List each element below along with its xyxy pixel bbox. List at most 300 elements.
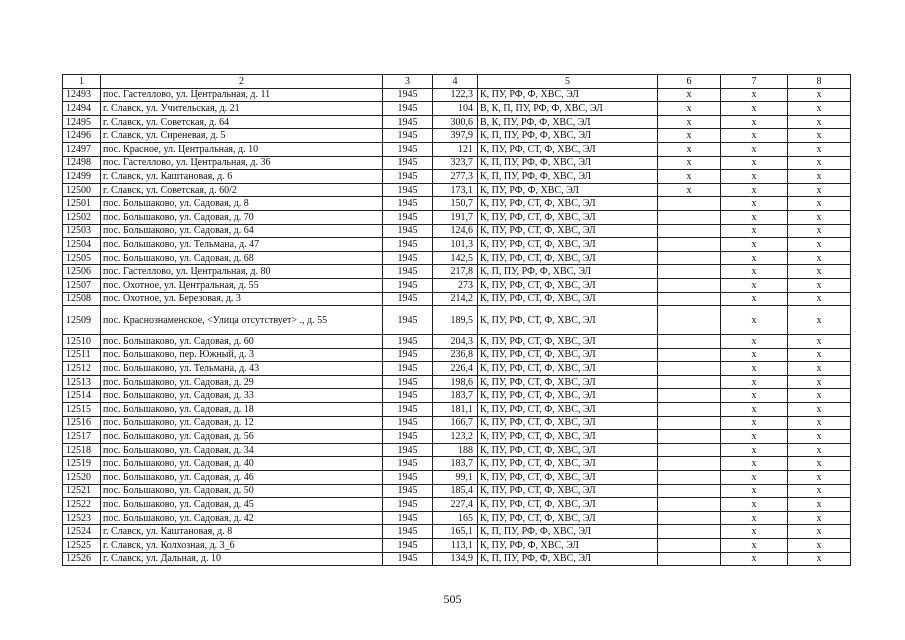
- area-cell: 188: [433, 443, 478, 457]
- row-number-cell: 12503: [63, 224, 101, 238]
- table-body: [63, 88, 851, 566]
- year-cell: 1945: [383, 403, 433, 417]
- table-row: [63, 498, 851, 512]
- address-cell: пос. Большаково, ул. Садовая, д. 50: [101, 484, 383, 498]
- col7-cell: х: [721, 403, 788, 417]
- col8-cell: х: [788, 210, 851, 224]
- col8-cell: х: [788, 416, 851, 430]
- year-cell: 1945: [383, 552, 433, 566]
- row-number-cell: 12517: [63, 430, 101, 444]
- amenities-cell: К, ПУ, РФ, СТ, Ф, ХВС, ЭЛ: [478, 484, 658, 498]
- col6-cell: [658, 484, 721, 498]
- area-cell: 123,2: [433, 430, 478, 444]
- row-number-cell: 12512: [63, 362, 101, 376]
- address-cell: г. Славск, ул. Советская, д. 60/2: [101, 183, 383, 197]
- amenities-cell: К, ПУ, РФ, СТ, Ф, ХВС, ЭЛ: [478, 251, 658, 265]
- table-row: [63, 471, 851, 485]
- area-cell: 323,7: [433, 156, 478, 170]
- col8-cell: х: [788, 170, 851, 184]
- table-row: [63, 511, 851, 525]
- col6-cell: [658, 539, 721, 553]
- col6-cell: [658, 278, 721, 292]
- col6-cell: х: [658, 115, 721, 129]
- amenities-cell: К, ПУ, РФ, СТ, Ф, ХВС, ЭЛ: [478, 335, 658, 349]
- year-cell: 1945: [383, 265, 433, 279]
- row-number-cell: 12513: [63, 375, 101, 389]
- area-cell: 214,2: [433, 292, 478, 306]
- year-cell: 1945: [383, 224, 433, 238]
- table-row: [63, 278, 851, 292]
- year-cell: 1945: [383, 292, 433, 306]
- col7-cell: х: [721, 471, 788, 485]
- row-number-cell: 12519: [63, 457, 101, 471]
- area-cell: 121: [433, 142, 478, 156]
- year-cell: 1945: [383, 278, 433, 292]
- table-row: [63, 552, 851, 566]
- row-number-cell: 12495: [63, 115, 101, 129]
- col7-cell: х: [721, 511, 788, 525]
- year-cell: 1945: [383, 457, 433, 471]
- year-cell: 1945: [383, 170, 433, 184]
- year-cell: 1945: [383, 539, 433, 553]
- amenities-cell: К, П, ПУ, РФ, Ф, ХВС, ЭЛ: [478, 156, 658, 170]
- col6-cell: [658, 238, 721, 252]
- year-cell: 1945: [383, 430, 433, 444]
- col7-cell: х: [721, 210, 788, 224]
- col7-cell: х: [721, 416, 788, 430]
- year-cell: 1945: [383, 348, 433, 362]
- col8-cell: х: [788, 102, 851, 116]
- year-cell: 1945: [383, 416, 433, 430]
- col6-cell: [658, 362, 721, 376]
- col8-cell: х: [788, 197, 851, 211]
- col7-cell: х: [721, 142, 788, 156]
- row-number-cell: 12524: [63, 525, 101, 539]
- col7-cell: х: [721, 224, 788, 238]
- year-cell: 1945: [383, 389, 433, 403]
- year-cell: 1945: [383, 197, 433, 211]
- col7-cell: х: [721, 348, 788, 362]
- row-number-cell: 12518: [63, 443, 101, 457]
- col8-cell: х: [788, 306, 851, 335]
- page-number: 505: [443, 592, 462, 606]
- col8-cell: х: [788, 156, 851, 170]
- area-cell: 134,9: [433, 552, 478, 566]
- row-number-cell: 12516: [63, 416, 101, 430]
- col8-cell: х: [788, 115, 851, 129]
- year-cell: 1945: [383, 238, 433, 252]
- amenities-cell: К, ПУ, РФ, СТ, Ф, ХВС, ЭЛ: [478, 416, 658, 430]
- table-row: [63, 224, 851, 238]
- col7-cell: х: [721, 457, 788, 471]
- year-cell: 1945: [383, 525, 433, 539]
- row-number-cell: 12526: [63, 552, 101, 566]
- table-row: [63, 251, 851, 265]
- row-number-cell: 12523: [63, 511, 101, 525]
- address-cell: пос. Гастеллово, ул. Центральная, д. 11: [101, 88, 383, 102]
- table-row: [63, 525, 851, 539]
- col7-cell: х: [721, 88, 788, 102]
- col6-cell: [658, 210, 721, 224]
- year-cell: 1945: [383, 102, 433, 116]
- address-cell: г. Славск, ул. Учительская, д. 21: [101, 102, 383, 116]
- col6-cell: [658, 197, 721, 211]
- col6-cell: [658, 511, 721, 525]
- area-cell: 101,3: [433, 238, 478, 252]
- row-number-cell: 12497: [63, 142, 101, 156]
- amenities-cell: К, ПУ, РФ, СТ, Ф, ХВС, ЭЛ: [478, 142, 658, 156]
- table-row: [63, 335, 851, 349]
- amenities-cell: К, ПУ, РФ, СТ, Ф, ХВС, ЭЛ: [478, 430, 658, 444]
- col8-cell: х: [788, 362, 851, 376]
- col8-cell: х: [788, 224, 851, 238]
- col7-cell: х: [721, 251, 788, 265]
- address-cell: пос. Большаково, ул. Садовая, д. 64: [101, 224, 383, 238]
- amenities-cell: К, ПУ, РФ, СТ, Ф, ХВС, ЭЛ: [478, 511, 658, 525]
- amenities-cell: К, ПУ, РФ, СТ, Ф, ХВС, ЭЛ: [478, 403, 658, 417]
- amenities-cell: К, П, ПУ, РФ, Ф, ХВС, ЭЛ: [478, 265, 658, 279]
- amenities-cell: К, П, ПУ, РФ, Ф, ХВС, ЭЛ: [478, 525, 658, 539]
- col8-cell: х: [788, 238, 851, 252]
- table-row: [63, 306, 851, 335]
- col8-cell: х: [788, 403, 851, 417]
- table-row: [63, 484, 851, 498]
- address-cell: г. Славск, ул. Колхозная, д. 3_6: [101, 539, 383, 553]
- header-cell-8: 8: [788, 75, 851, 89]
- row-number-cell: 12511: [63, 348, 101, 362]
- address-cell: пос. Большаково, ул. Садовая, д. 29: [101, 375, 383, 389]
- table-row: [63, 170, 851, 184]
- amenities-cell: К, ПУ, РФ, СТ, Ф, ХВС, ЭЛ: [478, 210, 658, 224]
- year-cell: 1945: [383, 156, 433, 170]
- col8-cell: х: [788, 292, 851, 306]
- amenities-cell: В, К, ПУ, РФ, Ф, ХВС, ЭЛ: [478, 115, 658, 129]
- col8-cell: х: [788, 129, 851, 143]
- area-cell: 181,1: [433, 403, 478, 417]
- year-cell: 1945: [383, 443, 433, 457]
- table-row: [63, 443, 851, 457]
- table-row: [63, 183, 851, 197]
- row-number-cell: 12522: [63, 498, 101, 512]
- col6-cell: [658, 430, 721, 444]
- amenities-cell: К, ПУ, РФ, СТ, Ф, ХВС, ЭЛ: [478, 348, 658, 362]
- table-row: [63, 362, 851, 376]
- col8-cell: х: [788, 484, 851, 498]
- area-cell: 204,3: [433, 335, 478, 349]
- row-number-cell: 12499: [63, 170, 101, 184]
- col6-cell: х: [658, 156, 721, 170]
- table-row: [63, 403, 851, 417]
- row-number-cell: 12520: [63, 471, 101, 485]
- col8-cell: х: [788, 457, 851, 471]
- col8-cell: х: [788, 539, 851, 553]
- year-cell: 1945: [383, 251, 433, 265]
- col8-cell: х: [788, 183, 851, 197]
- year-cell: 1945: [383, 210, 433, 224]
- col6-cell: [658, 251, 721, 265]
- table-row: [63, 292, 851, 306]
- col7-cell: х: [721, 183, 788, 197]
- table-row: [63, 197, 851, 211]
- col6-cell: [658, 416, 721, 430]
- area-cell: 198,6: [433, 375, 478, 389]
- year-cell: 1945: [383, 498, 433, 512]
- col8-cell: х: [788, 525, 851, 539]
- table-row: [63, 102, 851, 116]
- amenities-cell: К, ПУ, РФ, СТ, Ф, ХВС, ЭЛ: [478, 362, 658, 376]
- col6-cell: х: [658, 102, 721, 116]
- col8-cell: х: [788, 335, 851, 349]
- col8-cell: х: [788, 389, 851, 403]
- table-row: [63, 416, 851, 430]
- col8-cell: х: [788, 430, 851, 444]
- area-cell: 183,7: [433, 457, 478, 471]
- table-row: [63, 430, 851, 444]
- col7-cell: х: [721, 443, 788, 457]
- register-table-container: [62, 74, 850, 566]
- col6-cell: [658, 498, 721, 512]
- area-cell: 273: [433, 278, 478, 292]
- area-cell: 99,1: [433, 471, 478, 485]
- col7-cell: х: [721, 430, 788, 444]
- area-cell: 166,7: [433, 416, 478, 430]
- address-cell: пос. Гастеллово, ул. Центральная, д. 36: [101, 156, 383, 170]
- table-row: [63, 348, 851, 362]
- address-cell: пос. Большаково, ул. Садовая, д. 60: [101, 335, 383, 349]
- row-number-cell: 12494: [63, 102, 101, 116]
- area-cell: 183,7: [433, 389, 478, 403]
- table-row: [63, 389, 851, 403]
- amenities-cell: К, ПУ, РФ, Ф, ХВС, ЭЛ: [478, 183, 658, 197]
- address-cell: пос. Большаково, ул. Садовая, д. 40: [101, 457, 383, 471]
- area-cell: 236,8: [433, 348, 478, 362]
- year-cell: 1945: [383, 362, 433, 376]
- col7-cell: х: [721, 525, 788, 539]
- col7-cell: х: [721, 552, 788, 566]
- year-cell: 1945: [383, 375, 433, 389]
- row-number-cell: 12506: [63, 265, 101, 279]
- amenities-cell: К, ПУ, РФ, СТ, Ф, ХВС, ЭЛ: [478, 443, 658, 457]
- address-cell: пос. Большаково, ул. Садовая, д. 8: [101, 197, 383, 211]
- amenities-cell: К, ПУ, РФ, СТ, Ф, ХВС, ЭЛ: [478, 389, 658, 403]
- header-cell-2: 2: [101, 75, 383, 89]
- year-cell: 1945: [383, 142, 433, 156]
- col8-cell: х: [788, 251, 851, 265]
- row-number-cell: 12505: [63, 251, 101, 265]
- area-cell: 142,5: [433, 251, 478, 265]
- col7-cell: х: [721, 484, 788, 498]
- table-row: [63, 129, 851, 143]
- amenities-cell: К, ПУ, РФ, Ф, ХВС, ЭЛ: [478, 539, 658, 553]
- area-cell: 191,7: [433, 210, 478, 224]
- col7-cell: х: [721, 375, 788, 389]
- area-cell: 122,3: [433, 88, 478, 102]
- col6-cell: х: [658, 170, 721, 184]
- area-cell: 227,4: [433, 498, 478, 512]
- row-number-cell: 12510: [63, 335, 101, 349]
- table-row: [63, 375, 851, 389]
- year-cell: 1945: [383, 115, 433, 129]
- amenities-cell: К, ПУ, РФ, СТ, Ф, ХВС, ЭЛ: [478, 457, 658, 471]
- address-cell: пос. Большаково, ул. Садовая, д. 12: [101, 416, 383, 430]
- table-row: [63, 457, 851, 471]
- amenities-cell: К, ПУ, РФ, СТ, Ф, ХВС, ЭЛ: [478, 197, 658, 211]
- col6-cell: [658, 335, 721, 349]
- header-cell-6: 6: [658, 75, 721, 89]
- row-number-cell: 12504: [63, 238, 101, 252]
- header-cell-1: 1: [63, 75, 101, 89]
- amenities-cell: К, ПУ, РФ, СТ, Ф, ХВС, ЭЛ: [478, 278, 658, 292]
- col8-cell: х: [788, 88, 851, 102]
- address-cell: г. Славск, ул. Каштановая, д. 6: [101, 170, 383, 184]
- amenities-cell: К, ПУ, РФ, СТ, Ф, ХВС, ЭЛ: [478, 306, 658, 335]
- row-number-cell: 12493: [63, 88, 101, 102]
- area-cell: 189,5: [433, 306, 478, 335]
- table-row: [63, 115, 851, 129]
- area-cell: 226,4: [433, 362, 478, 376]
- year-cell: 1945: [383, 335, 433, 349]
- col6-cell: х: [658, 183, 721, 197]
- col7-cell: х: [721, 292, 788, 306]
- col6-cell: [658, 265, 721, 279]
- row-number-cell: 12521: [63, 484, 101, 498]
- address-cell: пос. Красное, ул. Центральная, д. 10: [101, 142, 383, 156]
- header-cell-5: 5: [478, 75, 658, 89]
- amenities-cell: К, ПУ, РФ, Ф, ХВС, ЭЛ: [478, 88, 658, 102]
- address-cell: г. Славск, ул. Сиреневая, д. 5: [101, 129, 383, 143]
- table-row: [63, 265, 851, 279]
- year-cell: 1945: [383, 88, 433, 102]
- col7-cell: х: [721, 278, 788, 292]
- amenities-cell: К, ПУ, РФ, СТ, Ф, ХВС, ЭЛ: [478, 498, 658, 512]
- address-cell: г. Славск, ул. Советская, д. 64: [101, 115, 383, 129]
- col6-cell: х: [658, 129, 721, 143]
- register-table: [62, 74, 851, 566]
- col8-cell: х: [788, 552, 851, 566]
- col8-cell: х: [788, 471, 851, 485]
- col8-cell: х: [788, 278, 851, 292]
- col6-cell: [658, 389, 721, 403]
- address-cell: пос. Большаково, пер. Южный, д. 3: [101, 348, 383, 362]
- table-row: [63, 238, 851, 252]
- amenities-cell: К, П, ПУ, РФ, Ф, ХВС, ЭЛ: [478, 129, 658, 143]
- table-row: [63, 539, 851, 553]
- address-cell: пос. Большаково, ул. Садовая, д. 56: [101, 430, 383, 444]
- address-cell: пос. Краснознаменское, <Улица отсутствует> ., д. 55: [101, 306, 383, 335]
- col7-cell: х: [721, 362, 788, 376]
- col6-cell: [658, 375, 721, 389]
- area-cell: 150,7: [433, 197, 478, 211]
- year-cell: 1945: [383, 129, 433, 143]
- address-cell: пос. Большаково, ул. Садовая, д. 45: [101, 498, 383, 512]
- year-cell: 1945: [383, 306, 433, 335]
- col7-cell: х: [721, 102, 788, 116]
- col8-cell: х: [788, 375, 851, 389]
- col8-cell: х: [788, 348, 851, 362]
- col7-cell: х: [721, 156, 788, 170]
- col8-cell: х: [788, 511, 851, 525]
- row-number-cell: 12508: [63, 292, 101, 306]
- row-number-cell: 12498: [63, 156, 101, 170]
- area-cell: 217,8: [433, 265, 478, 279]
- col7-cell: х: [721, 539, 788, 553]
- address-cell: пос. Большаково, ул. Тельмана, д. 47: [101, 238, 383, 252]
- amenities-cell: К, ПУ, РФ, СТ, Ф, ХВС, ЭЛ: [478, 224, 658, 238]
- col6-cell: [658, 306, 721, 335]
- year-cell: 1945: [383, 471, 433, 485]
- col6-cell: [658, 457, 721, 471]
- area-cell: 397,9: [433, 129, 478, 143]
- table-row: [63, 142, 851, 156]
- amenities-cell: К, П, ПУ, РФ, Ф, ХВС, ЭЛ: [478, 170, 658, 184]
- address-cell: пос. Большаково, ул. Садовая, д. 18: [101, 403, 383, 417]
- address-cell: г. Славск, ул. Дальная, д. 10: [101, 552, 383, 566]
- col7-cell: х: [721, 129, 788, 143]
- row-number-cell: 12509: [63, 306, 101, 335]
- area-cell: 165,1: [433, 525, 478, 539]
- col6-cell: [658, 443, 721, 457]
- address-cell: пос. Большаково, ул. Садовая, д. 68: [101, 251, 383, 265]
- col6-cell: [658, 224, 721, 238]
- address-cell: г. Славск, ул. Каштановая, д. 8: [101, 525, 383, 539]
- year-cell: 1945: [383, 511, 433, 525]
- col6-cell: [658, 525, 721, 539]
- area-cell: 124,6: [433, 224, 478, 238]
- amenities-cell: В, К, П, ПУ, РФ, Ф, ХВС, ЭЛ: [478, 102, 658, 116]
- address-cell: пос. Охотное, ул. Березовая, д. 3: [101, 292, 383, 306]
- amenities-cell: К, ПУ, РФ, СТ, Ф, ХВС, ЭЛ: [478, 471, 658, 485]
- col6-cell: х: [658, 142, 721, 156]
- row-number-cell: 12525: [63, 539, 101, 553]
- area-cell: 173,1: [433, 183, 478, 197]
- row-number-cell: 12496: [63, 129, 101, 143]
- header-cell-4: 4: [433, 75, 478, 89]
- year-cell: 1945: [383, 484, 433, 498]
- col7-cell: х: [721, 335, 788, 349]
- row-number-cell: 12500: [63, 183, 101, 197]
- col6-cell: [658, 552, 721, 566]
- col7-cell: х: [721, 389, 788, 403]
- col7-cell: х: [721, 265, 788, 279]
- col7-cell: х: [721, 170, 788, 184]
- address-cell: пос. Большаково, ул. Садовая, д. 34: [101, 443, 383, 457]
- amenities-cell: К, ПУ, РФ, СТ, Ф, ХВС, ЭЛ: [478, 238, 658, 252]
- row-number-cell: 12507: [63, 278, 101, 292]
- area-cell: 104: [433, 102, 478, 116]
- address-cell: пос. Большаково, ул. Садовая, д. 33: [101, 389, 383, 403]
- table-row: [63, 156, 851, 170]
- col8-cell: х: [788, 443, 851, 457]
- col8-cell: х: [788, 142, 851, 156]
- col6-cell: [658, 403, 721, 417]
- address-cell: пос. Гастеллово, ул. Центральная, д. 80: [101, 265, 383, 279]
- table-row: [63, 210, 851, 224]
- col8-cell: х: [788, 498, 851, 512]
- header-cell-3: 3: [383, 75, 433, 89]
- amenities-cell: К, ПУ, РФ, СТ, Ф, ХВС, ЭЛ: [478, 375, 658, 389]
- address-cell: пос. Большаково, ул. Садовая, д. 46: [101, 471, 383, 485]
- header-row: [63, 75, 851, 89]
- col7-cell: х: [721, 306, 788, 335]
- amenities-cell: К, П, ПУ, РФ, Ф, ХВС, ЭЛ: [478, 552, 658, 566]
- col6-cell: [658, 348, 721, 362]
- row-number-cell: 12514: [63, 389, 101, 403]
- col7-cell: х: [721, 115, 788, 129]
- header-cell-7: 7: [721, 75, 788, 89]
- amenities-cell: К, ПУ, РФ, СТ, Ф, ХВС, ЭЛ: [478, 292, 658, 306]
- address-cell: пос. Большаково, ул. Тельмана, д. 43: [101, 362, 383, 376]
- address-cell: пос. Большаково, ул. Садовая, д. 42: [101, 511, 383, 525]
